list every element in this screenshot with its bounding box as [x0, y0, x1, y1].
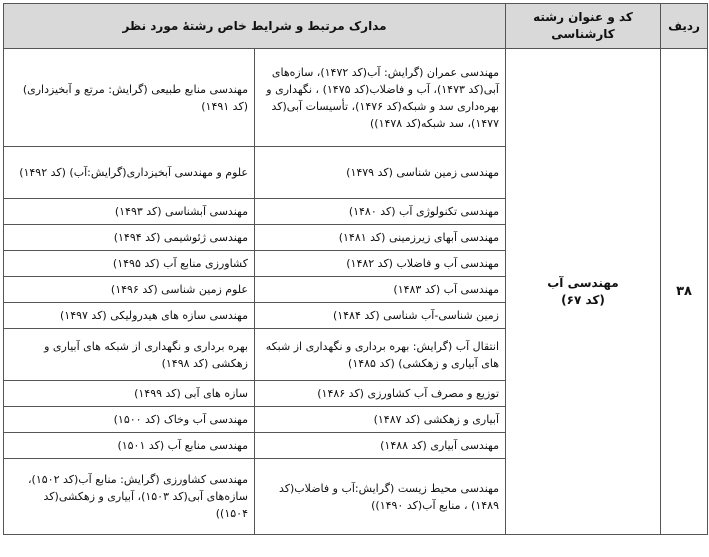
related-degree-cell: مهندسی آبشناسی (کد ۱۴۹۳) [4, 199, 255, 225]
related-degree-cell: مهندسی آب (کد ۱۴۸۳) [255, 277, 506, 303]
major-name: مهندسی آب [547, 275, 619, 290]
header-row [4, 4, 708, 49]
table-row [4, 49, 708, 147]
related-degree-cell: مهندسی ژئوشیمی (کد ۱۴۹۴) [4, 225, 255, 251]
related-degree-cell: بهره برداری و نگهداری از شبکه های آبیاری و زهکشی (کد ۱۴۹۸) [4, 329, 255, 381]
related-degree-cell: علوم و مهندسی آبخیزداری(گرایش:آب) (کد ۱۴۹۲) [4, 147, 255, 199]
related-degree-cell: مهندسی زمین شناسی (کد ۱۴۷۹) [255, 147, 506, 199]
related-degree-cell: آبیاری و زهکشی (کد ۱۴۸۷) [255, 407, 506, 433]
header-row-number: ردیف [661, 4, 708, 49]
related-degree-cell: سازه های آبی (کد ۱۴۹۹) [4, 381, 255, 407]
header-code-title [506, 4, 661, 49]
related-degree-cell: مهندسی تکنولوژی آب (کد ۱۴۸۰) [255, 199, 506, 225]
related-degree-cell: مهندسی عمران (گرایش: آب(کد ۱۴۷۲)، سازه‌های آبی(کد ۱۴۷۳)، آب و فاضلاب(کد ۱۴۷۵) ، نگهداری و بهره‌داری سد و شبکه(کد ۱۴۷۶)، تأسیسات آبی(کد ۱۴۷۷)، سد شبکه(کد ۱۴۷۸)) [255, 49, 506, 147]
row-number-cell: ۳۸ [661, 49, 708, 535]
header-code-title-line2: کارشناسی [551, 27, 615, 41]
related-degree-cell: مهندسی محیط زیست (گرایش:آب و فاضلاب(کد ۱۴۸۹) ، منابع آب(کد ۱۴۹۰)) [255, 459, 506, 535]
related-degree-cell: زمین شناسی-آب شناسی (کد ۱۴۸۴) [255, 303, 506, 329]
header-code-title-line1: کد و عنوان رشته [533, 10, 633, 24]
major-code: (کد ۶۷) [561, 292, 605, 307]
related-degree-cell: علوم زمین شناسی (کد ۱۴۹۶) [4, 277, 255, 303]
related-degree-cell: کشاورزی منابع آب (کد ۱۴۹۵) [4, 251, 255, 277]
related-degree-cell: مهندسی آبهای زیرزمینی (کد ۱۴۸۱) [255, 225, 506, 251]
related-degree-cell: توزیع و مصرف آب کشاورزی (کد ۱۴۸۶) [255, 381, 506, 407]
major-cell [506, 49, 661, 535]
related-degree-cell: انتقال آب (گرایش: بهره برداری و نگهداری از شبکه های آبیاری و زهکشی) (کد ۱۴۸۵) [255, 329, 506, 381]
majors-table [3, 3, 708, 535]
related-degree-cell: مهندسی منابع طبیعی (گرایش: مرتع و آبخیزداری) (کد ۱۴۹۱) [4, 49, 255, 147]
related-degree-cell: مهندسی آبیاری (کد ۱۴۸۸) [255, 433, 506, 459]
header-documents: مدارک مرتبط و شرایط خاص رشتۀ مورد نظر [4, 4, 506, 49]
related-degree-cell: مهندسی آب وخاک (کد ۱۵۰۰) [4, 407, 255, 433]
related-degree-cell: مهندسی سازه های هیدرولیکی (کد ۱۴۹۷) [4, 303, 255, 329]
related-degree-cell: مهندسی منابع آب (کد ۱۵۰۱) [4, 433, 255, 459]
related-degree-cell: مهندسی آب و فاضلاب (کد ۱۴۸۲) [255, 251, 506, 277]
related-degree-cell: مهندسی کشاورزی (گرایش: منابع آب(کد ۱۵۰۲)، سازه‌های آبی(کد ۱۵۰۳)، آبیاری و زهکشی(کد ۱۵۰۴)) [4, 459, 255, 535]
